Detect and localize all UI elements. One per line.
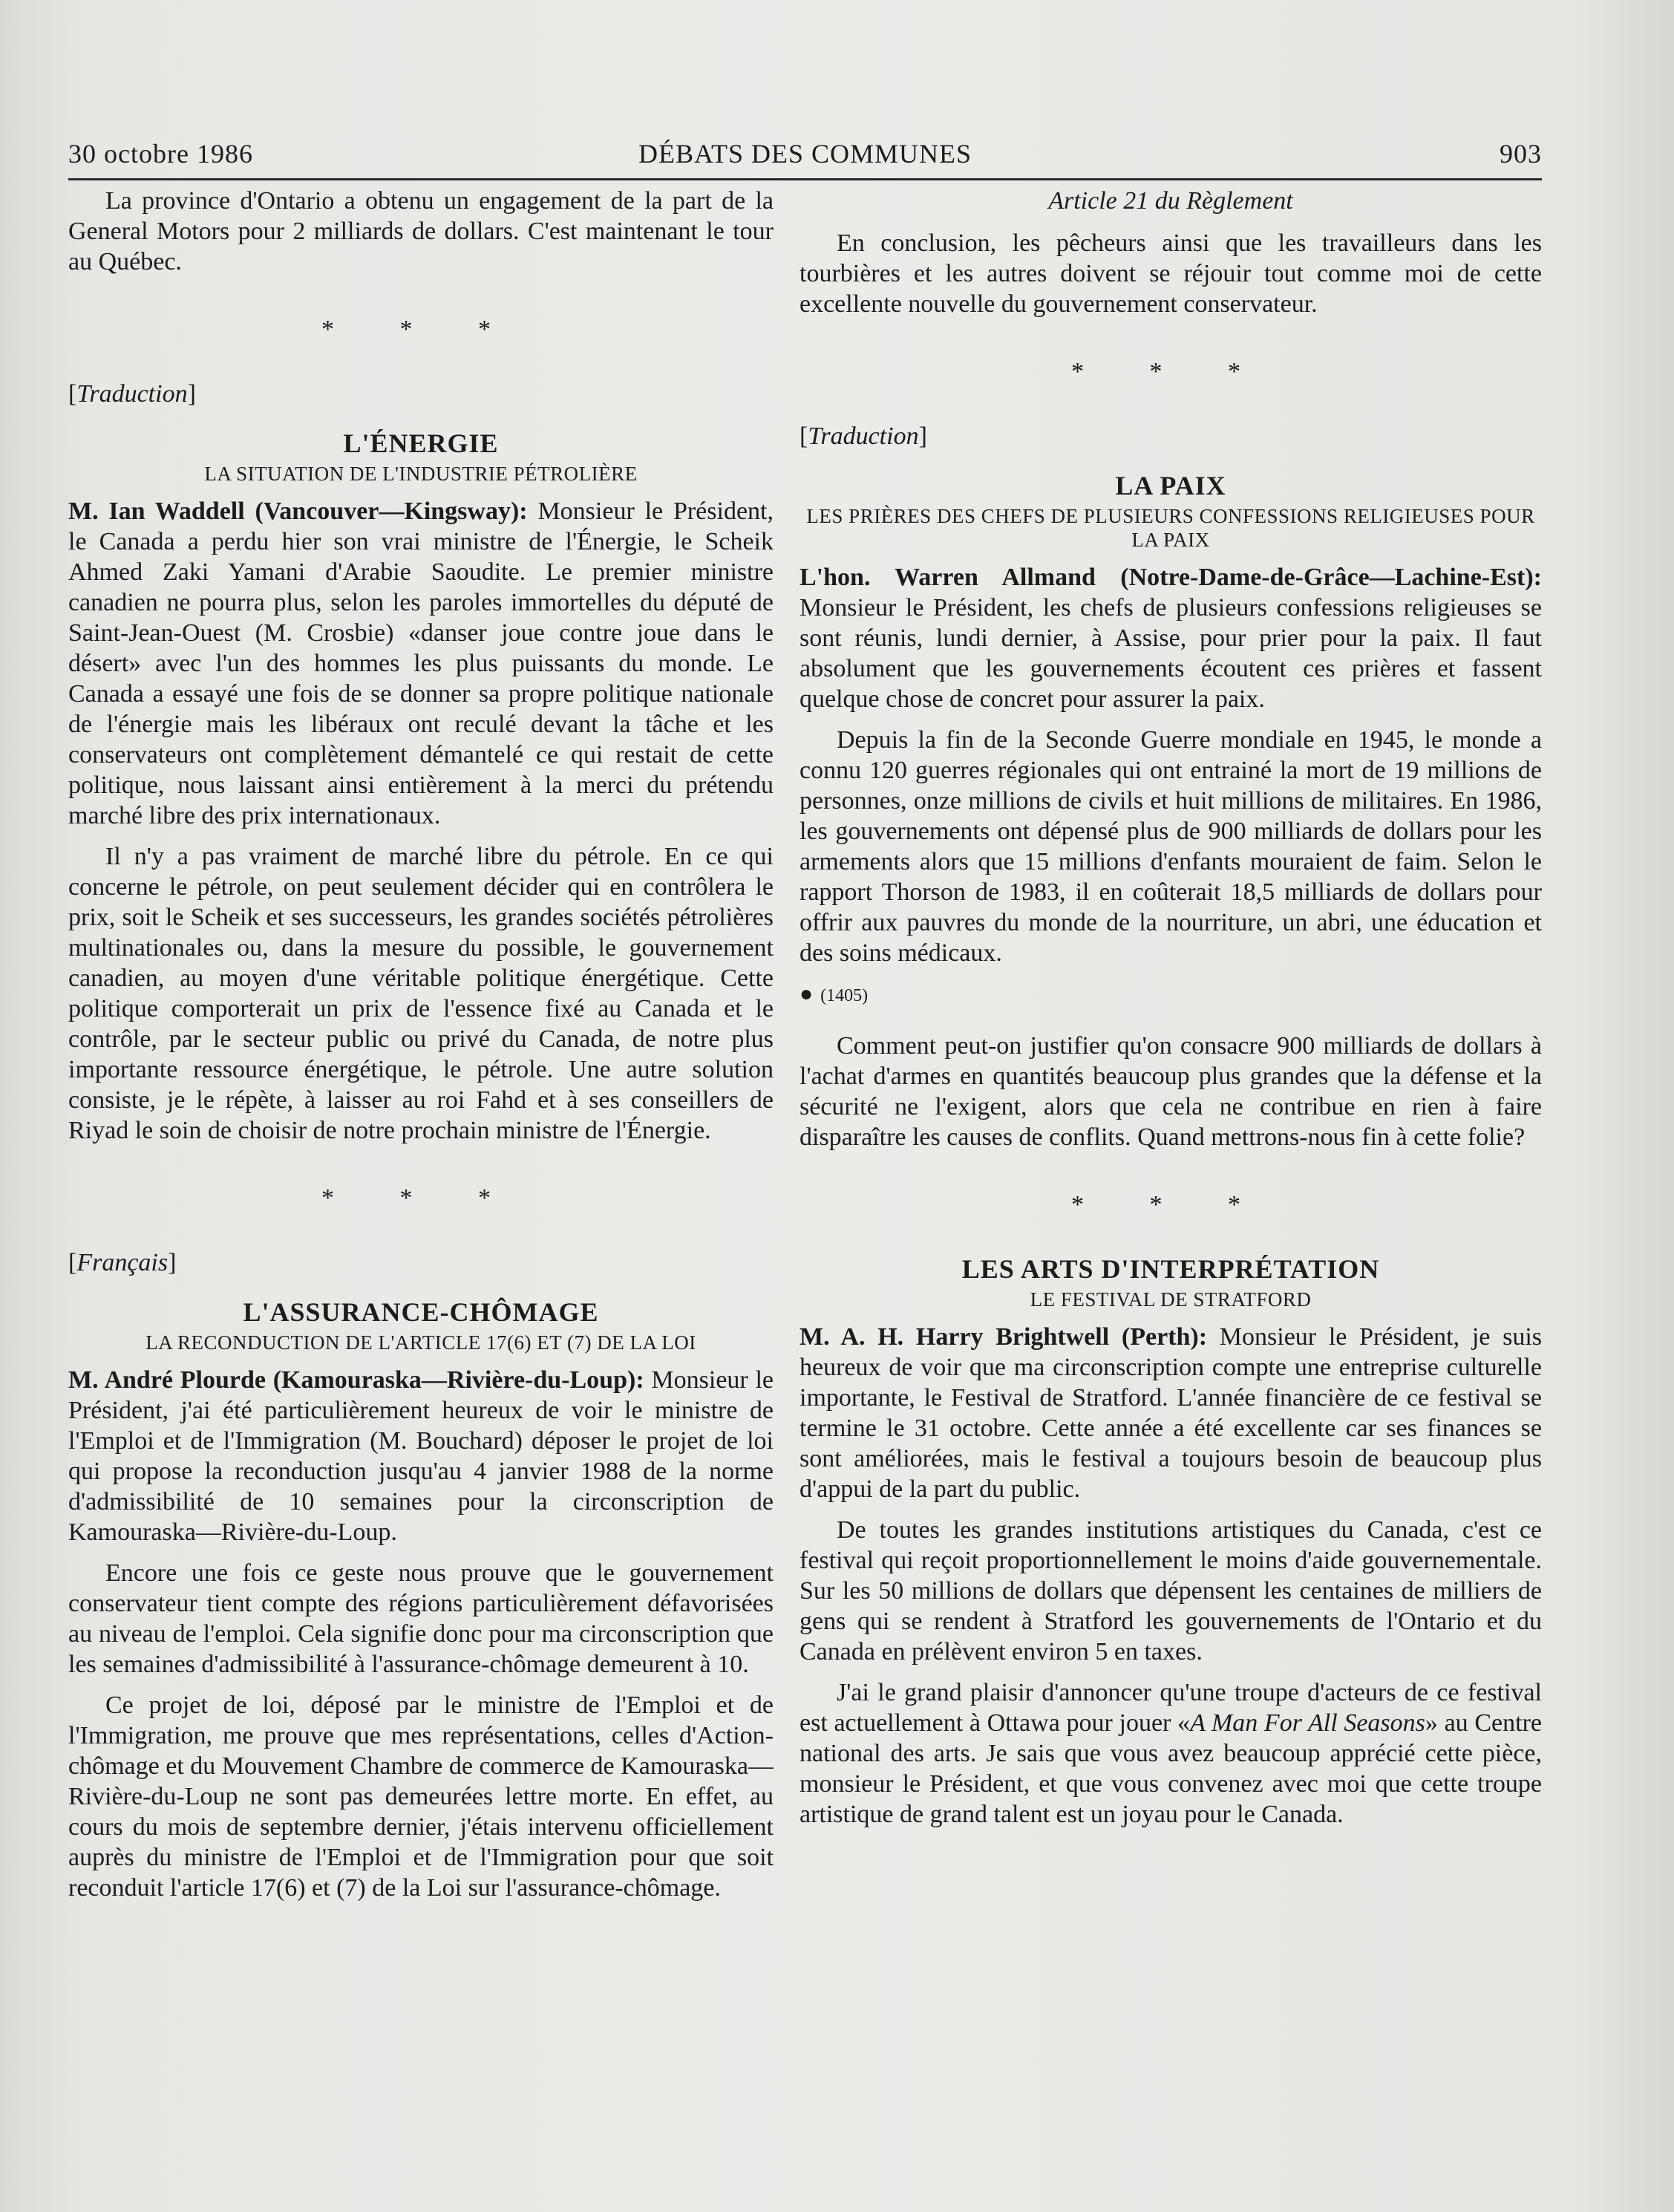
section-separator: * * * bbox=[321, 316, 520, 343]
statement-paragraph bbox=[68, 496, 774, 831]
section-subtitle-paix: LES PRIÈRES DES CHEFS DE PLUSIEURS CONFESSIONS RELIGIEUSES POUR LA PAIX bbox=[806, 505, 1535, 551]
statement-paragraph: Comment peut-on justifier qu'on consacre 900 milliards de dollars à l'achat d'armes en quantités beaucoup plus grandes que la défense et la sécurité ne l'exigent, alors que cela ne contribue en rien à faire disparaître les causes de conflits. Quand mettrons-nous fin à cette folie? bbox=[800, 1032, 1542, 1151]
left-intro-paragraph: La province d'Ontario a obtenu un engagement de la part de la General Motors pour 2 milliards de dollars. C'est maintenant le tour au Québec. bbox=[68, 187, 774, 275]
statement-paragraph: Encore une fois ce geste nous prouve que le gouvernement conservateur tient compte des régions particulièrement défavorisées au niveau de l'emploi. Cela signifie donc pour ma circonscription que les semaines d'admissibilité à l'assurance-chômage demeurent à 10. bbox=[68, 1559, 774, 1678]
section-title-arts: LES ARTS D'INTERPRÉTATION bbox=[961, 1254, 1380, 1284]
section-title-paix: LA PAIX bbox=[1115, 471, 1226, 500]
left-column bbox=[68, 186, 774, 2183]
statement-text: Monsieur le Président, le Canada a perdu hier son vrai ministre de l'Énergie, le Scheik Ahmed Zaki Yamani d'Arabie Saoudite. Le premier ministre canadien ne pourra plus, selon les paroles immortelles du député de Saint-Jean-Ouest (M. Crosbie) «danser joue contre joue dans le désert» avec l'un des hommes les plus puissants du monde. Le Canada a essayé une fois de se donner sa propre politique nationale de l'énergie mais les libéraux ont reculé devant la tâche et les conservateurs ont complètement démantelé ce qui restait de cette politique, nous laissant ainsi entièrement à la merci du prétendu marché libre des prix internationaux. bbox=[68, 497, 774, 829]
section-separator: * * * bbox=[1071, 358, 1270, 385]
right-intro-paragraph: En conclusion, les pêcheurs ainsi que les travailleurs dans les tourbières et les autres doivent se réjouir tout comme moi de cette excellente nouvelle du gouvernement conservateur. bbox=[800, 229, 1542, 318]
statement-paragraph bbox=[68, 1365, 774, 1547]
bullet-icon: ● bbox=[800, 982, 814, 1006]
statement-text: Monsieur le Président, j'ai été particulièrement heureux de voir le ministre de l'Emploi et de l'Immigration (M. Bouchard) déposer le projet de loi qui propose la reconduction jusqu'au 4 janvier 1988 de la norme d'admissibilité de 10 semaines pour la circonscription de Kamouraska—Rivière-du-Loup. bbox=[68, 1366, 774, 1546]
language-note: [Traduction] bbox=[68, 380, 196, 408]
statement-paragraph: De toutes les grandes institutions artistiques du Canada, c'est ce festival qui reçoit proportionnellement le moins d'aide gouvernementale. Sur les 50 millions de dollars que dépensent les centaines de milliers de gens qui se rendent à Stratford les gouvernements de l'Ontario et du Canada en prélèvent environ 5 en taxes. bbox=[800, 1516, 1542, 1665]
statement-paragraph bbox=[800, 1677, 1542, 1830]
section-separator: * * * bbox=[1071, 1191, 1270, 1218]
header-title: DÉBATS DES COMMUNES bbox=[638, 139, 972, 169]
speaker-name: M. André Plourde (Kamouraska—Rivière-du-Loup): bbox=[68, 1366, 644, 1394]
speaker-name: L'hon. Warren Allmand (Notre-Dame-de-Grâce—Lachine-Est): bbox=[800, 564, 1542, 591]
statement-text: Monsieur le Président, les chefs de plusieurs confessions religieuses se sont réunis, lundi dernier, à Assise, pour prier pour la paix. Il faut absolument que les gouvernements écoutent ces prières et fassent quelque chose de concret pour assurer la paix. bbox=[800, 594, 1542, 713]
language-note: [Français] bbox=[68, 1249, 177, 1276]
language-note-text: Français bbox=[76, 1249, 169, 1276]
speaker-name: M. A. H. Harry Brightwell (Perth): bbox=[800, 1323, 1208, 1351]
statement-text: J'ai le grand plaisir d'annoncer qu'une troupe d'acteurs de ce festival est actuellement à Ottawa pour jouer « bbox=[800, 1679, 1542, 1737]
section-title-energie: L'ÉNERGIE bbox=[343, 428, 499, 458]
header-date: 30 octobre 1986 bbox=[68, 139, 253, 169]
page-number: 903 bbox=[1500, 139, 1542, 169]
time-marker-text: (1405) bbox=[820, 986, 869, 1005]
section-separator: * * * bbox=[321, 1184, 520, 1212]
page-header bbox=[68, 126, 1542, 180]
language-note-text: Traduction bbox=[808, 423, 919, 450]
statement-text: Monsieur le Président, je suis heureux de voir que ma circonscription compte une entreprise culturelle importante, le Festival de Stratford. L'année financière de ce festival se termine le 31 octobre. Cette année a été excellente car ses finances se sont améliorées, mais le festival a toujours besoin de beaucoup plus d'appui de la part du public. bbox=[800, 1323, 1542, 1503]
play-title: A Man For All Seasons bbox=[1190, 1709, 1425, 1737]
speaker-name: M. Ian Waddell (Vancouver—Kingsway): bbox=[68, 497, 528, 525]
statement-paragraph: Depuis la fin de la Seconde Guerre mondiale en 1945, le monde a connu 120 guerres régionales qui ont entrainé la mort de 19 millions de personnes, onze millions de civils et huit millions de militaires. En 1986, les gouvernements ont dépensé plus de 900 milliards de dollars pour les armements alors que 15 millions d'enfants mouraient de faim. Selon le rapport Thorson de 1983, il en coûterait 18,5 milliards de dollars pour offrir aux pauvres du monde de la nourriture, un abri, une éducation et des soins médicaux. bbox=[800, 726, 1542, 967]
article-heading: Article 21 du Règlement bbox=[1048, 187, 1293, 215]
time-marker bbox=[800, 979, 1542, 1011]
statement-paragraph: Il n'y a pas vraiment de marché libre du pétrole. En ce qui concerne le pétrole, on peut seulement décider qui en contrôlera le prix, soit le Scheik et ses successeurs, les grandes sociétés pétrolières multinationales ou, dans la mesure du possible, le gouvernement canadien, au moyen d'une véritable politique énergétique. Cette politique comporterait un prix de l'essence fixé au Canada et le contrôle, par le secteur public ou privé du Canada, de notre plus importante ressource énergétique, le pétrole. Une autre solution consiste, je le répète, à laisser au roi Fahd et à ses conseillers de Riyad le soin de choisir de notre prochain ministre de l'Énergie. bbox=[68, 843, 774, 1144]
section-subtitle-arts: LE FESTIVAL DE STRATFORD bbox=[1030, 1288, 1312, 1311]
statement-paragraph: Ce projet de loi, déposé par le ministre de l'Emploi et de l'Immigration, me prouve que mes représentations, celles d'Action-chômage et du Mouvement Chambre de commerce de Kamouraska—Rivière-du-Loup ne sont pas demeurées lettre morte. En effet, au cours du mois de septembre dernier, j'étais intervenu officiellement auprès du ministre de l'Emploi et de l'Immigration pour que soit reconduit l'article 17(6) et (7) de la Loi sur l'assurance-chômage. bbox=[68, 1691, 774, 1902]
section-subtitle-assurance-chomage: LA RECONDUCTION DE L'ARTICLE 17(6) ET (7) DE LA LOI bbox=[146, 1331, 696, 1354]
section-subtitle-energie: LA SITUATION DE L'INDUSTRIE PÉTROLIÈRE bbox=[204, 463, 638, 485]
right-column bbox=[800, 186, 1542, 2183]
statement-paragraph bbox=[800, 562, 1542, 714]
language-note-text: Traduction bbox=[76, 380, 188, 408]
language-note: [Traduction] bbox=[800, 423, 927, 450]
statement-text: » au Centre national des arts. Je sais que vous avez beaucoup apprécié cette pièce, monsieur le Président, et que vous convenez avec moi que cette troupe artistique de grand talent est un joyau pour le Canada. bbox=[800, 1709, 1542, 1828]
statement-paragraph bbox=[800, 1322, 1542, 1504]
section-title-assurance-chomage: L'ASSURANCE-CHÔMAGE bbox=[243, 1297, 599, 1327]
